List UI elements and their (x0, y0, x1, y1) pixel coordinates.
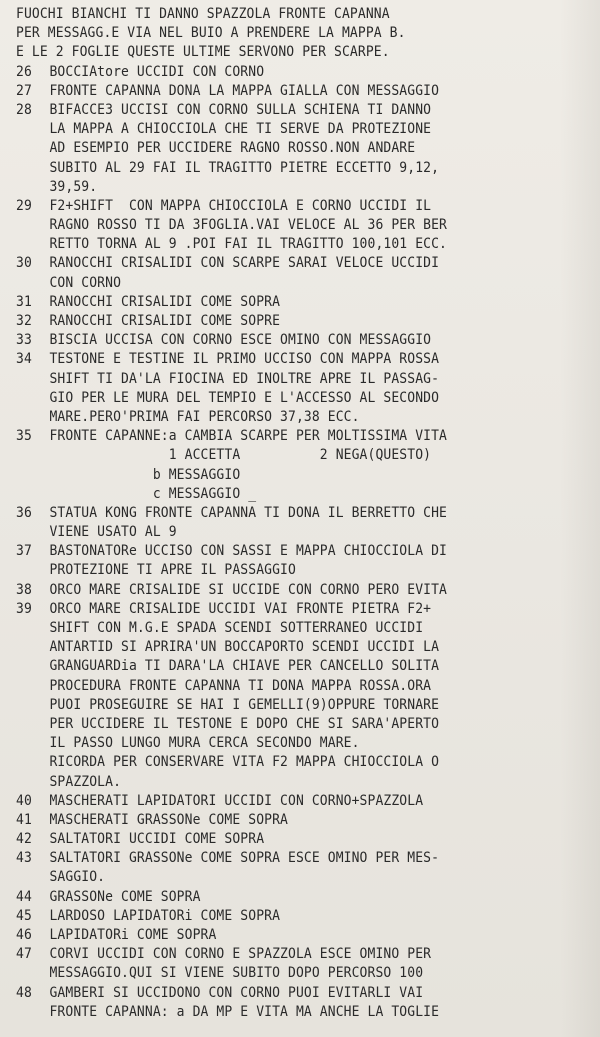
line-text: 1 ACCETTA 2 NEGA(QUESTO) (49, 447, 432, 464)
entry-number: 29 (16, 197, 32, 214)
text-line (16, 773, 552, 792)
line-text: GRASSONe COME SOPRA (49, 888, 201, 905)
line-text: VIENE USATO AL 9 (49, 524, 177, 541)
entry-number: 27 (16, 82, 32, 99)
line-text: GAMBERI SI UCCIDONO CON CORNO PUOI EVITARLI VAI (49, 984, 424, 1001)
line-text: MARE.PERO'PRIMA FAI PERCORSO 37,38 ECC. (49, 408, 360, 425)
text-line (16, 274, 552, 293)
entry-number: 38 (16, 581, 32, 598)
text-line (16, 868, 552, 887)
line-text: F2+SHIFT CON MAPPA CHIOCCIOLA E CORNO UCCIDI IL (49, 197, 432, 214)
line-text: GRANGUARDia TI DARA'LA CHIAVE PER CANCELLO SOLITA (49, 658, 440, 675)
entry-line (16, 581, 552, 600)
line-text: AD ESEMPIO PER UCCIDERE RAGNO ROSSO.NON ANDARE (49, 140, 416, 157)
entry-number: 47 (16, 946, 32, 963)
line-text: SHIFT TI DA'LA FIOCINA ED INOLTRE APRE IL PASSAG- (49, 370, 440, 387)
entry-line (16, 811, 552, 830)
line-text: RETTO TORNA AL 9 .POI FAI IL TRAGITTO 100,101 ECC. (49, 236, 447, 253)
text-line (16, 159, 552, 178)
line-text: FRONTE CAPANNE:a CAMBIA SCARPE PER MOLTISSIMA VITA (49, 428, 447, 445)
entry-number: 36 (16, 504, 32, 521)
line-text: SHIFT CON M.G.E SPADA SCENDI SOTTERRANEO UCCIDI (49, 620, 424, 636)
line-text: LAPIDATORi COME SOPRA (49, 927, 217, 943)
line-text: RICORDA PER CONSERVARE VITA F2 MAPPA CHIOCCIOLA O (49, 754, 440, 771)
entry-line (16, 792, 552, 811)
line-text: FRONTE CAPANNA: a DA MP E VITA MA ANCHE LA TOGLIE (49, 1003, 440, 1020)
entry-number: 44 (16, 888, 32, 905)
line-text: MESSAGGIO.QUI SI VIENE SUBITO DOPO PERCORSO 100 (49, 965, 424, 982)
entry-number: 33 (16, 332, 32, 349)
line-text: PER UCCIDERE IL TESTONE E DOPO CHE SI SARA'APERTO (49, 715, 440, 732)
entry-line (16, 331, 552, 350)
text-line (16, 370, 552, 389)
entry-line (16, 312, 552, 331)
entry-line (16, 600, 552, 619)
line-text: RANOCCHI CRISALIDI CON SCARPE SARAI VELOCE UCCIDI (49, 255, 440, 272)
text-line (16, 120, 552, 139)
line-text: PUOI PROSEGUIRE SE HAI I GEMELLI(9)OPPURE TORNARE (49, 696, 440, 713)
entry-number: 42 (16, 831, 32, 848)
text-line (16, 715, 552, 734)
text-line (16, 139, 552, 158)
text-line (16, 389, 552, 408)
entry-line (16, 504, 552, 523)
text-line (16, 24, 552, 43)
entry-line (16, 888, 552, 907)
text-line (16, 657, 552, 676)
entry-line (16, 82, 552, 101)
text-line (16, 561, 552, 580)
entry-number: 31 (16, 293, 32, 310)
line-text: PROTEZIONE TI APRE IL PASSAGGIO (49, 562, 296, 579)
text-line (16, 43, 552, 62)
entry-number: 39 (16, 600, 32, 617)
line-text: IL PASSO LUNGO MURA CERCA SECONDO MARE. (49, 735, 360, 752)
line-text: STATUA KONG FRONTE CAPANNA TI DONA IL BERRETTO CHE (49, 504, 447, 521)
line-text: BISCIA UCCISA CON CORNO ESCE OMINO CON MESSAGGIO (49, 332, 432, 349)
entry-line (16, 63, 552, 82)
entry-line (16, 830, 552, 849)
line-text: FRONTE CAPANNA DONA LA MAPPA GIALLA CON MESSAGGIO (49, 82, 440, 99)
entry-number: 26 (16, 63, 32, 80)
line-text: 39,59. (49, 178, 98, 195)
entry-number: 43 (16, 850, 32, 867)
entry-line (16, 945, 552, 964)
entry-number: 46 (16, 927, 32, 943)
text-line (16, 216, 552, 235)
entry-number: 32 (16, 313, 32, 329)
line-text: RAGNO ROSSO TI DA 3FOGLIA.VAI VELOCE AL 36 PER BER (49, 217, 447, 234)
line-text: SALTATORI UCCIDI COME SOPRA (49, 831, 265, 848)
line-text: MASCHERATI GRASSONe COME SOPRA (49, 811, 288, 828)
line-text: CON CORNO (49, 274, 122, 291)
entry-line (16, 101, 552, 120)
text-line (16, 235, 552, 254)
text-line (16, 408, 552, 427)
text-line (16, 638, 552, 657)
entry-line (16, 254, 552, 273)
text-line (16, 485, 552, 504)
text-line (16, 677, 552, 696)
line-text: CORVI UCCIDI CON CORNO E SPAZZOLA ESCE OMINO PER (49, 946, 432, 963)
line-text: PROCEDURA FRONTE CAPANNA TI DONA MAPPA ROSSA.ORA (49, 677, 432, 694)
entry-line (16, 907, 552, 926)
line-text: ORCO MARE CRISALIDE SI UCCIDE CON CORNO PERO EVITA (49, 581, 447, 598)
line-text: GIO PER LE MURA DEL TEMPIO E L'ACCESSO AL SECONDO (49, 389, 440, 406)
line-text: BASTONATORe UCCISO CON SASSI E MAPPA CHIOCCIOLA DI (49, 543, 447, 560)
walkthrough-text (16, 5, 592, 1022)
entry-number: 40 (16, 792, 32, 809)
line-text: E LE 2 FOGLIE QUESTE ULTIME SERVONO PER SCARPE. (16, 44, 390, 61)
line-text: FUOCHI BIANCHI TI DANNO SPAZZOLA FRONTE CAPANNA (16, 6, 390, 22)
line-text: SALTATORI GRASSONe COME SOPRA ESCE OMINO PER MES- (49, 850, 440, 867)
line-text: BOCCIAtore UCCIDI CON CORNO (49, 63, 265, 80)
entry-line (16, 197, 552, 216)
entry-line (16, 926, 552, 945)
entry-line (16, 427, 552, 446)
entry-number: 35 (16, 428, 32, 445)
line-text: LA MAPPA A CHIOCCIOLA CHE TI SERVE DA PROTEZIONE (49, 121, 432, 138)
line-text: c MESSAGGIO _ (49, 485, 257, 502)
entry-number: 48 (16, 984, 32, 1001)
text-line (16, 619, 552, 638)
entry-number: 41 (16, 811, 32, 828)
text-line (16, 696, 552, 715)
line-text: b MESSAGGIO (49, 466, 241, 483)
text-line (16, 5, 552, 24)
line-text: SAGGIO. (49, 869, 106, 886)
entry-number: 28 (16, 101, 32, 118)
text-line (16, 1003, 552, 1022)
entry-line (16, 984, 552, 1003)
line-text: ORCO MARE CRISALIDE UCCIDI VAI FRONTE PIETRA F2+ (49, 600, 432, 617)
entry-line (16, 542, 552, 561)
text-line (16, 446, 552, 465)
text-line (16, 964, 552, 983)
entry-number: 37 (16, 543, 32, 560)
line-text: BIFACCE3 UCCISI CON CORNO SULLA SCHIENA TI DANNO (49, 101, 432, 118)
text-line (16, 466, 552, 485)
entry-number: 45 (16, 907, 32, 924)
entry-number: 34 (16, 351, 32, 368)
line-text: TESTONE E TESTINE IL PRIMO UCCISO CON MAPPA ROSSA (49, 351, 440, 368)
entry-line (16, 293, 552, 312)
text-line (16, 753, 552, 772)
line-text: RANOCCHI CRISALIDI COME SOPRA (49, 293, 281, 310)
text-line (16, 734, 552, 753)
line-text: MASCHERATI LAPIDATORI UCCIDI CON CORNO+SPAZZOLA (49, 792, 424, 809)
line-text: ANTARTID SI APRIRA'UN BOCCAPORTO SCENDI UCCIDI LA (49, 639, 440, 656)
entry-line (16, 849, 552, 868)
text-line (16, 523, 552, 542)
line-text: SUBITO AL 29 FAI IL TRAGITTO PIETRE ECCETTO 9,12, (49, 159, 440, 176)
line-text: LARDOSO LAPIDATORi COME SOPRA (49, 907, 281, 924)
entry-line (16, 350, 552, 369)
line-text: SPAZZOLA. (49, 773, 122, 790)
text-line (16, 178, 552, 197)
line-text: PER MESSAGG.E VIA NEL BUIO A PRENDERE LA MAPPA B. (16, 25, 406, 42)
line-text: RANOCCHI CRISALIDI COME SOPRE (49, 313, 281, 329)
entry-number: 30 (16, 255, 32, 272)
